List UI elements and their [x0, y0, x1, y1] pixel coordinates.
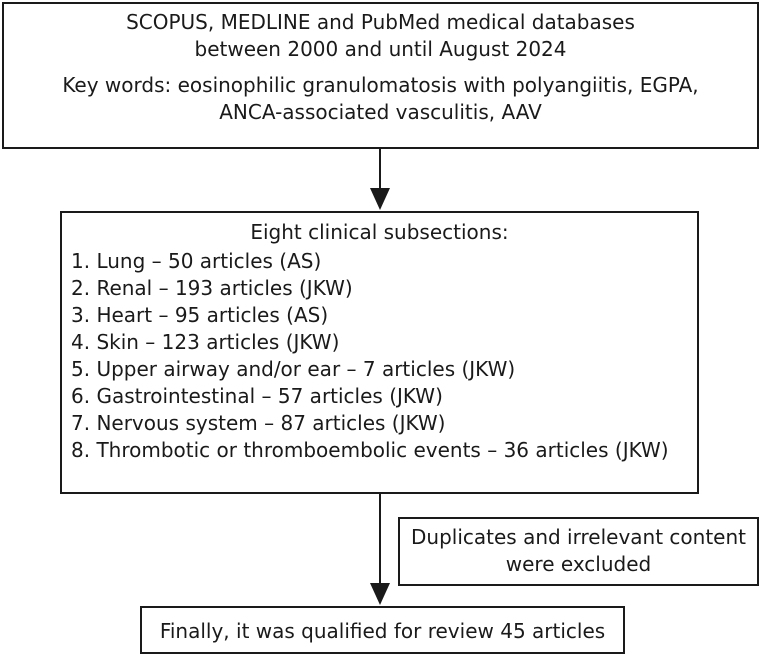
subsection-item: 1. Lung – 50 articles (AS) — [71, 249, 322, 273]
subsection-item: 3. Heart – 95 articles (AS) — [71, 303, 329, 327]
subsection-item: 2. Renal – 193 articles (JKW) — [71, 276, 353, 300]
keywords-line-2: ANCA-associated vasculitis, AAV — [219, 100, 542, 124]
arrow-head-subsections-to-final — [370, 583, 390, 605]
keywords-line-1: Key words: eosinophilic granulomatosis with polyangiitis, EGPA, — [62, 73, 699, 97]
subsection-item: 4. Skin – 123 articles (JKW) — [71, 330, 340, 354]
subsection-item: 6. Gastrointestinal – 57 articles (JKW) — [71, 384, 443, 408]
final-result-text: Finally, it was qualified for review 45 articles — [159, 619, 606, 643]
subsection-item: 5. Upper airway and/or ear – 7 articles (JKW) — [71, 357, 516, 381]
subsection-item: 7. Nervous system – 87 articles (JKW) — [71, 411, 446, 435]
excluded-line-1: Duplicates and irrelevant content — [411, 525, 746, 549]
excluded-line-2: were excluded — [505, 552, 652, 576]
arrow-head-search-to-subsections — [370, 188, 390, 210]
subsection-item: 8. Thrombotic or thromboembolic events – 36 articles (JKW) — [71, 438, 669, 462]
subsections-title: Eight clinical subsections: — [250, 220, 509, 244]
databases-line-1: SCOPUS, MEDLINE and PubMed medical databases — [126, 10, 635, 34]
databases-line-2: between 2000 and until August 2024 — [194, 37, 567, 61]
